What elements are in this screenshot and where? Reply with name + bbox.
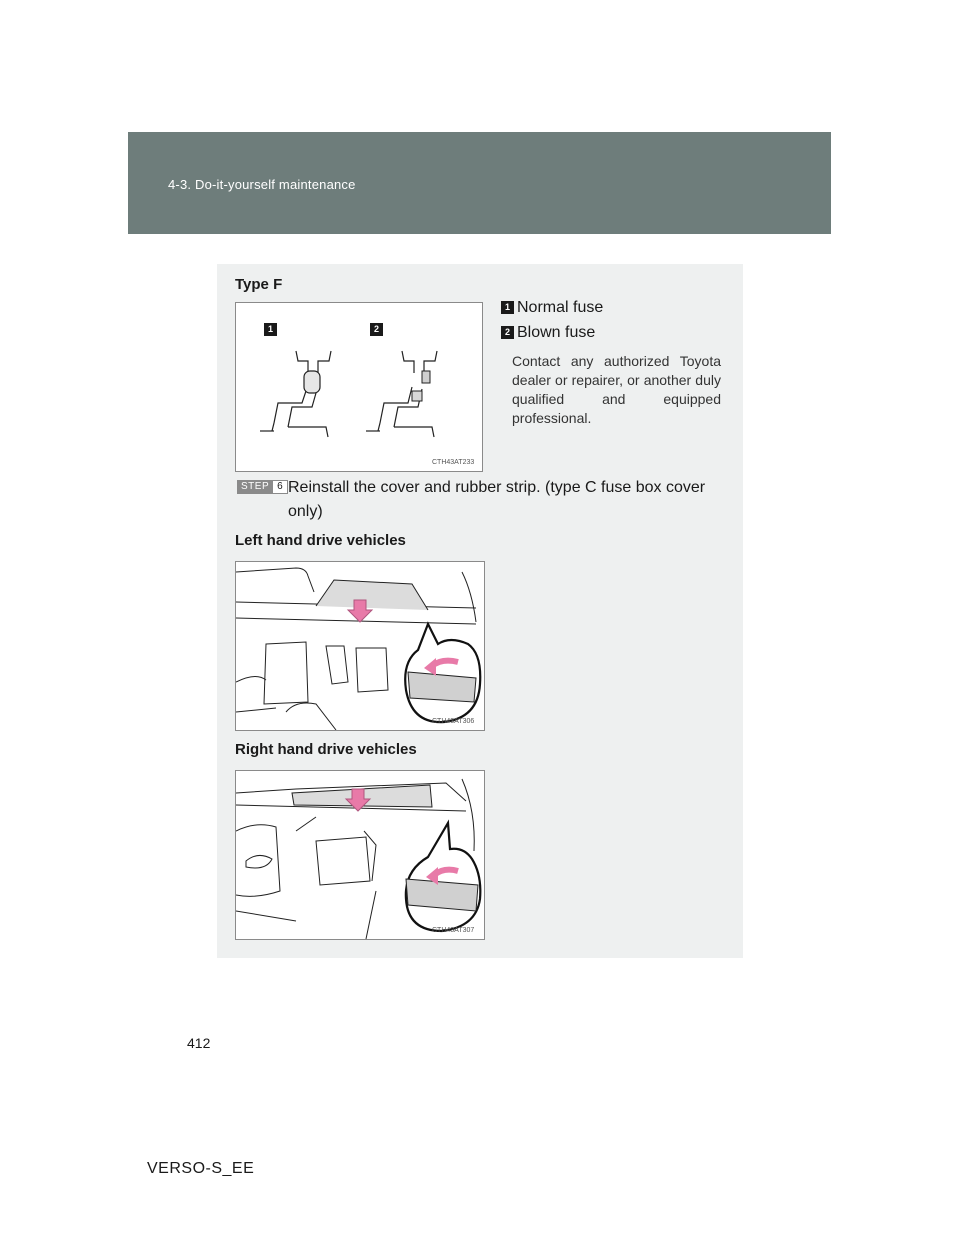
legend-blown-fuse: Blown fuse <box>517 324 596 341</box>
model-code: VERSO-S_EE <box>147 1160 255 1177</box>
header-band <box>128 132 831 234</box>
lhd-engine-drawing <box>236 562 484 730</box>
fuse-figure-badge-1: 1 <box>264 323 277 336</box>
section-title: 4-3. Do-it-yourself maintenance <box>168 177 356 192</box>
lhd-figure-code: CTH43AT306 <box>432 718 475 725</box>
step-badge <box>237 480 288 494</box>
type-f-heading: Type F <box>235 276 283 293</box>
legend-badge-2: 2 <box>501 326 514 339</box>
step-number: 6 <box>273 480 288 494</box>
lhd-heading: Left hand drive vehicles <box>235 532 406 549</box>
legend-badge-1: 1 <box>501 301 514 314</box>
step-instruction: Reinstall the cover and rubber strip. (type C fuse box cover only) <box>288 479 706 520</box>
fuse-illustration <box>235 302 483 472</box>
rhd-figure-code: CTH43AT307 <box>432 927 475 934</box>
fuse-figure-badge-2: 2 <box>370 323 383 336</box>
page-number: 412 <box>187 1035 211 1051</box>
lhd-cover-illustration <box>235 561 485 731</box>
content-panel <box>217 264 743 958</box>
rhd-engine-drawing <box>236 771 484 939</box>
legend-normal-fuse: Normal fuse <box>517 299 604 316</box>
contact-dealer-note: Contact any authorized Toyota dealer or repairer, or another duly qualified and equipped professional. <box>512 353 721 426</box>
step-word: STEP <box>237 480 273 494</box>
rhd-heading: Right hand drive vehicles <box>235 741 417 758</box>
rhd-cover-illustration <box>235 770 485 940</box>
fuse-figure-code: CTH43AT233 <box>432 459 475 466</box>
